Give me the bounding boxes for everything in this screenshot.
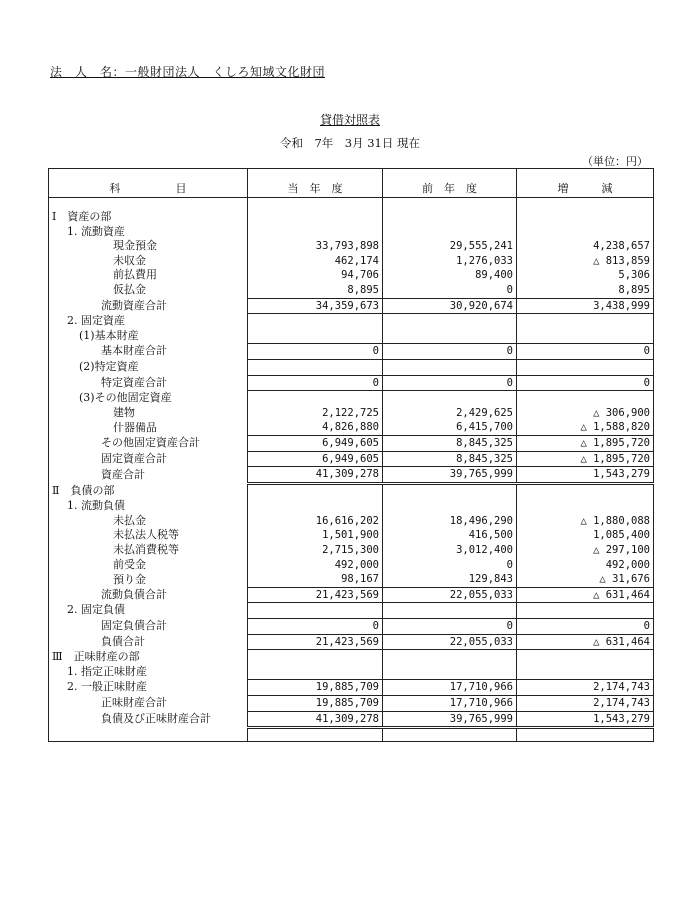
account-label: 1. 流動資産 [49,225,248,240]
previous-year-value: 6,415,700 [383,420,517,435]
account-label: 基本財産合計 [49,344,248,360]
change-value [517,391,654,406]
change-value: △ 297,100 [517,543,654,558]
change-value [517,359,654,375]
current-year-value [248,391,383,406]
table-row [49,543,654,558]
previous-year-value: 0 [383,375,517,391]
previous-year-value [383,391,517,406]
change-value: △ 631,464 [517,634,654,650]
account-label: 前払費用 [49,268,248,283]
account-label: 資産合計 [49,467,248,484]
previous-year-value: 30,920,674 [383,298,517,314]
current-year-value [248,728,383,742]
table-row [49,268,654,283]
previous-year-value: 0 [383,344,517,360]
change-value: △ 1,895,720 [517,451,654,467]
current-year-value [248,329,383,344]
as-of-date: 令和 7年 3月 31日 現在 [279,136,421,150]
current-year-value: 98,167 [248,572,383,587]
account-label: 前受金 [49,558,248,573]
change-value: 492,000 [517,558,654,573]
current-year-value: 33,793,898 [248,239,383,254]
current-year-value: 41,309,278 [248,711,383,728]
table-row [49,198,654,225]
table-row [49,680,654,696]
table-row [49,634,654,650]
previous-year-value [383,329,517,344]
change-value: 4,238,657 [517,239,654,254]
account-label: 1. 流動負債 [49,499,248,514]
current-year-value: 2,715,300 [248,543,383,558]
table-row [49,254,654,269]
table-row [49,329,654,344]
previous-year-value: 2,429,625 [383,406,517,421]
column-header-current-year: 当 年 度 [248,169,383,198]
previous-year-value [383,225,517,240]
account-label: Ⅱ 負債の部 [49,483,248,499]
previous-year-value: 39,765,999 [383,467,517,484]
previous-year-value: 8,845,325 [383,451,517,467]
table-row [49,359,654,375]
account-label: (3)その他固定資産 [49,391,248,406]
account-label: 流動資産合計 [49,298,248,314]
table-row [49,225,654,240]
account-label: 現金預金 [49,239,248,254]
change-value: 3,438,999 [517,298,654,314]
account-label: (1)基本財産 [49,329,248,344]
previous-year-value: 0 [383,558,517,573]
table-row [49,499,654,514]
account-label: 什器備品 [49,420,248,435]
table-row [49,314,654,329]
account-label: 固定資産合計 [49,451,248,467]
account-label [49,728,248,742]
current-year-value: 21,423,569 [248,587,383,603]
change-value: 1,543,279 [517,711,654,728]
previous-year-value: 17,710,966 [383,680,517,696]
account-label: 1. 指定正味財産 [49,665,248,680]
previous-year-value: 1,276,033 [383,254,517,269]
table-row [49,298,654,314]
previous-year-value [383,198,517,225]
table-row [49,451,654,467]
table-row [49,572,654,587]
current-year-value: 4,826,880 [248,420,383,435]
change-value: △ 813,859 [517,254,654,269]
current-year-value: 8,895 [248,283,383,298]
change-value: △ 31,676 [517,572,654,587]
previous-year-value [383,314,517,329]
account-label: (2)特定資産 [49,359,248,375]
account-label: 未払金 [49,514,248,529]
change-value [517,483,654,499]
account-label: 正味財産合計 [49,696,248,712]
table-row [49,587,654,603]
table-row [49,558,654,573]
previous-year-value: 22,055,033 [383,634,517,650]
previous-year-value: 22,055,033 [383,587,517,603]
table-row [49,650,654,665]
change-value: 0 [517,619,654,635]
column-header-previous-year: 前 年 度 [383,169,517,198]
change-value: 2,174,743 [517,680,654,696]
table-row [49,406,654,421]
current-year-value [248,198,383,225]
table-row [49,603,654,619]
change-value [517,225,654,240]
current-year-value [248,603,383,619]
change-value: 8,895 [517,283,654,298]
current-year-value: 0 [248,344,383,360]
change-value [517,603,654,619]
previous-year-value [383,728,517,742]
table-row [49,283,654,298]
account-label: 2. 一般正味財産 [49,680,248,696]
previous-year-value: 39,765,999 [383,711,517,728]
table-row [49,375,654,391]
account-label: 負債及び正味財産合計 [49,711,248,728]
account-label: 特定資産合計 [49,375,248,391]
change-value [517,329,654,344]
previous-year-value: 0 [383,283,517,298]
change-value: 2,174,743 [517,696,654,712]
change-value: △ 1,895,720 [517,435,654,451]
current-year-value: 19,885,709 [248,680,383,696]
change-value: 5,306 [517,268,654,283]
previous-year-value [383,483,517,499]
currency-unit: （単位：円） [582,155,648,168]
table-row [49,665,654,680]
table-row [49,619,654,635]
change-value: 1,543,279 [517,467,654,484]
change-value: △ 1,588,820 [517,420,654,435]
change-value [517,198,654,225]
table-row [49,711,654,728]
current-year-value: 0 [248,619,383,635]
table-row [49,239,654,254]
current-year-value [248,483,383,499]
previous-year-value [383,359,517,375]
change-value [517,650,654,665]
account-label: Ⅰ 資産の部 [49,198,248,225]
previous-year-value: 0 [383,619,517,635]
table-row [49,391,654,406]
previous-year-value [383,603,517,619]
table-row [49,514,654,529]
current-year-value: 94,706 [248,268,383,283]
account-label: 負債合計 [49,634,248,650]
column-header-change: 増 減 [517,169,654,198]
table-body [49,198,654,742]
account-label: 未払法人税等 [49,528,248,543]
balance-sheet-table [48,168,654,742]
table-row [49,696,654,712]
account-label: 2. 固定資産 [49,314,248,329]
table-row [49,420,654,435]
table-row [49,435,654,451]
current-year-value: 0 [248,375,383,391]
account-label: その他固定資産合計 [49,435,248,451]
change-value [517,665,654,680]
current-year-value: 492,000 [248,558,383,573]
current-year-value: 2,122,725 [248,406,383,421]
previous-year-value: 18,496,290 [383,514,517,529]
previous-year-value: 416,500 [383,528,517,543]
account-label: 未払消費税等 [49,543,248,558]
current-year-value: 16,616,202 [248,514,383,529]
previous-year-value [383,650,517,665]
current-year-value [248,359,383,375]
account-label: 未収金 [49,254,248,269]
column-header-subject: 科 目 [49,169,248,198]
account-label: Ⅲ 正味財産の部 [49,650,248,665]
change-value [517,728,654,742]
current-year-value: 19,885,709 [248,696,383,712]
change-value: △ 1,880,088 [517,514,654,529]
current-year-value [248,665,383,680]
current-year-value: 462,174 [248,254,383,269]
current-year-value: 6,949,605 [248,451,383,467]
change-value [517,499,654,514]
current-year-value: 41,309,278 [248,467,383,484]
table-row [49,467,654,484]
current-year-value [248,225,383,240]
change-value [517,314,654,329]
previous-year-value: 129,843 [383,572,517,587]
previous-year-value: 8,845,325 [383,435,517,451]
change-value: 0 [517,344,654,360]
previous-year-value: 17,710,966 [383,696,517,712]
change-value: 1,085,400 [517,528,654,543]
previous-year-value: 89,400 [383,268,517,283]
change-value: 0 [517,375,654,391]
account-label: 建物 [49,406,248,421]
table-row [49,728,654,742]
current-year-value [248,650,383,665]
account-label: 流動負債合計 [49,587,248,603]
account-label: 固定負債合計 [49,619,248,635]
current-year-value [248,314,383,329]
current-year-value: 1,501,900 [248,528,383,543]
change-value: △ 631,464 [517,587,654,603]
account-label: 預り金 [49,572,248,587]
table-row [49,528,654,543]
table-row [49,483,654,499]
change-value: △ 306,900 [517,406,654,421]
table-header-row [49,169,654,198]
previous-year-value: 29,555,241 [383,239,517,254]
current-year-value: 6,949,605 [248,435,383,451]
previous-year-value [383,665,517,680]
account-label: 仮払金 [49,283,248,298]
previous-year-value [383,499,517,514]
current-year-value: 21,423,569 [248,634,383,650]
table-row [49,344,654,360]
document-title: 貸借対照表 [319,113,380,127]
account-label: 2. 固定負債 [49,603,248,619]
corporation-name: 法 人 名：一般財団法人 くしろ知域文化財団 [50,65,326,79]
current-year-value: 34,359,673 [248,298,383,314]
current-year-value [248,499,383,514]
previous-year-value: 3,012,400 [383,543,517,558]
